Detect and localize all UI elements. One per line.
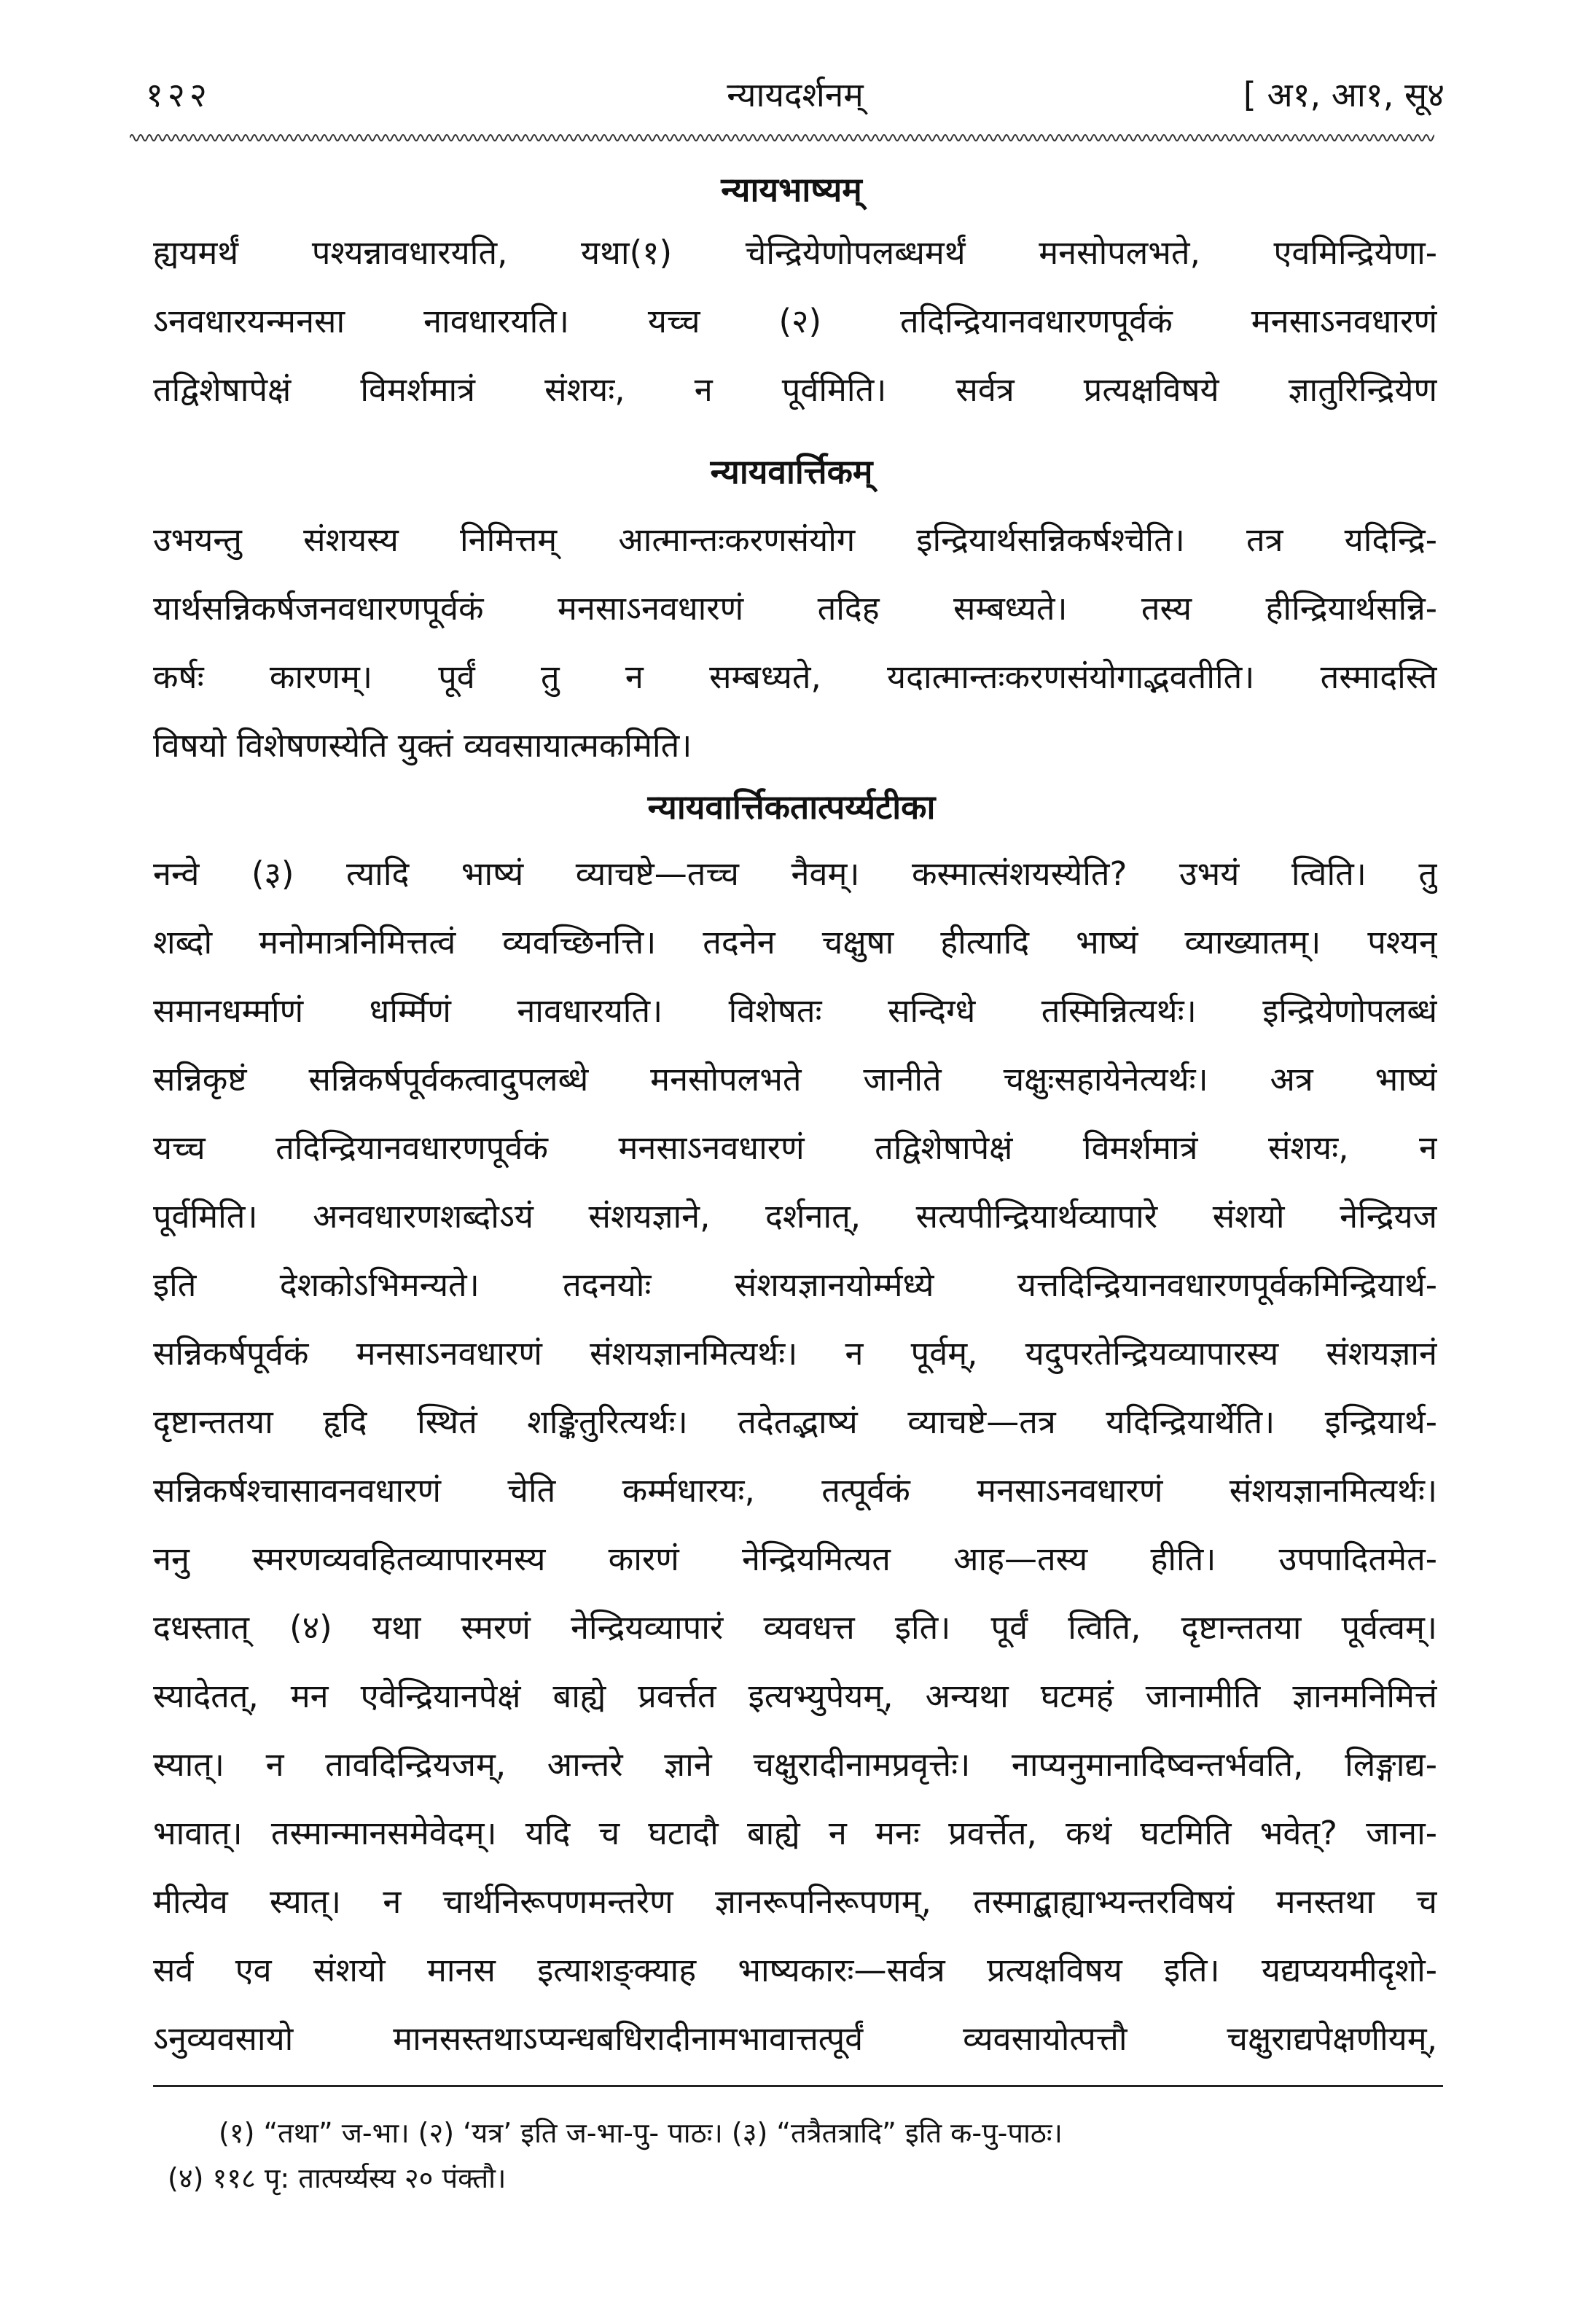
- text-line: शब्दो मनोमात्रनिमित्तत्वं व्यवच्छिनत्ति। तदनेन चक्षुषा हीत्यादि भाष्यं व्याख्यातम्। पश्यन्: [153, 923, 1437, 962]
- text-line: स्यादेतत्, मन एवेन्द्रियानपेक्षं बाह्ये प्रवर्त्तत इत्यभ्युपेयम्, अन्यथा घटमहं जानामीति ज्ञानमनिमित्तं: [153, 1677, 1437, 1715]
- header-wavy-rule: [130, 130, 1434, 146]
- text-line: दधस्तात् (४) यथा स्मरणं नेन्द्रियव्यापारं व्यवधत्त इति। पूर्वं त्विति, दृष्टान्ततया पूर्वत्वम्।: [153, 1608, 1437, 1647]
- text-line: स्यात्। न तावदिन्द्रियजम्, आन्तरे ज्ञाने चक्षुरादीनामप्रवृत्तेः। नाप्यनुमानादिष्वन्तर्भवति, लिङ्गाद्य-: [153, 1745, 1437, 1784]
- text-line: यच्च तदिन्द्रियानवधारणपूर्वकं मनसाऽनवधारणं तद्विशेषापेक्षं विमर्शमात्रं संशयः, न: [153, 1128, 1437, 1167]
- text-line: सन्निकर्षश्चासावनवधारणं चेति कर्म्मधारयः, तत्पूर्वकं मनसाऽनवधारणं संशयज्ञानमित्यर्थः।: [153, 1471, 1437, 1510]
- text-line: ह्ययमर्थं पश्यन्नावधारयति, यथा(१) चेन्द्रियेणोपलब्धमर्थं मनसोपलभते, एवमिन्द्रियेणा-: [153, 233, 1437, 272]
- section-reference: [ अ१, आ१, सू४: [1243, 75, 1445, 114]
- footnote-line: (१) “तथा” ज-भा। (२) ‘यत्र’ इति ज-भा-पु- पाठः। (३) “तत्रैतत्रादि” इति क-पु-पाठः।: [219, 2117, 1063, 2149]
- vartika-text: [153, 506, 1437, 780]
- text-line: विषयो विशेषणस्येति युक्तं व्यवसायात्मकमिति।: [153, 726, 692, 765]
- tika-text: [153, 840, 1437, 2073]
- text-line: इति देशकोऽभिमन्यते। तदनयोः संशयज्ञानयोर्म्मध्ये यत्तदिन्द्रियानवधारणपूर्वकमिन्द्रियार्थ-: [153, 1266, 1437, 1304]
- footnote-divider: [153, 2085, 1443, 2087]
- page-number: १२२: [146, 75, 211, 114]
- running-title: न्यायदर्शनम्: [727, 75, 864, 114]
- text-line: भावात्। तस्मान्मानसमेवेदम्। यदि च घटादौ बाह्ये न मनः प्रवर्त्तेत, कथं घटमिति भवेत्? जाना-: [153, 1814, 1437, 1852]
- text-line: ऽनवधारयन्मनसा नावधारयति। यच्च (२) तदिन्द्रियानवधारणपूर्वकं मनसाऽनवधारणं: [153, 302, 1437, 340]
- section-heading-vartika: न्यायवार्त्तिकम्: [710, 452, 873, 491]
- text-line: यार्थसन्निकर्षजनवधारणपूर्वकं मनसाऽनवधारणं तदिह सम्बध्यते। तस्य हीन्द्रियार्थसन्नि-: [153, 589, 1437, 628]
- text-line: समानधर्म्माणं धर्म्मिणं नावधारयति। विशेषतः सन्दिग्धे तस्मिन्नित्यर्थः। इन्द्रियेणोपलब्धं: [153, 991, 1437, 1030]
- bhashya-text: [153, 219, 1437, 424]
- text-line: ऽनुव्यवसायो मानसस्तथाऽप्यन्धबधिरादीनामभावात्तत्पूर्वं व्यवसायोत्पत्तौ चक्षुराद्यपेक्षणीयम्,: [153, 2019, 1437, 2058]
- text-line: सन्निकर्षपूर्वकं मनसाऽनवधारणं संशयज्ञानमित्यर्थः। न पूर्वम्, यदुपरतेन्द्रियव्यापारस्य संशयज्ञानं: [153, 1334, 1437, 1373]
- text-line: ननु स्मरणव्यवहितव्यापारमस्य कारणं नेन्द्रियमित्यत आह—तस्य हीति। उपपादितमेत-: [153, 1540, 1437, 1578]
- text-line: मीत्येव स्यात्। न चार्थनिरूपणमन्तरेण ज्ञानरूपनिरूपणम्, तस्माद्बाह्याभ्यन्तरविषयं मनस्तथा च: [153, 1882, 1437, 1921]
- text-line: पूर्वमिति। अनवधारणशब्दोऽयं संशयज्ञाने, दर्शनात्, सत्यपीन्द्रियार्थव्यापारे संशयो नेन्द्रियज: [153, 1197, 1437, 1236]
- page-header: [146, 71, 1445, 122]
- text-line: दृष्टान्ततया हृदि स्थितं शङ्कितुरित्यर्थः। तदेतद्भाष्यं व्याचष्टे—तत्र यदिन्द्रियार्थेति। इन्द्रियार्थ-: [153, 1403, 1437, 1441]
- text-line: सन्निकृष्टं सन्निकर्षपूर्वकत्वादुपलब्धे मनसोपलभते जानीते चक्षुःसहायेनेत्यर्थः। अत्र भाष्यं: [153, 1060, 1437, 1099]
- footnote-line: (४) ११८ पृ: तात्पर्य्यस्य २० पंक्तौ।: [168, 2162, 507, 2194]
- section-heading-bhashya: न्यायभाष्यम्: [721, 170, 862, 209]
- footnotes: [168, 2110, 1430, 2201]
- text-line: कर्षः कारणम्। पूर्वं तु न सम्बध्यते, यदात्मान्तःकरणसंयोगाद्भवतीति। तस्मादस्ति: [153, 658, 1437, 696]
- text-line: तद्विशेषापेक्षं विमर्शमात्रं संशयः, न पूर्वमिति। सर्वत्र प्रत्यक्षविषये ज्ञातुरिन्द्रियेण: [153, 370, 1437, 409]
- section-heading-tika: न्यायवार्त्तिकतात्पर्य्यटीका: [647, 787, 936, 827]
- text-line: नन्वे (३) त्यादि भाष्यं व्याचष्टे—तच्च नैवम्। कस्मात्संशयस्येति? उभयं त्विति। तु: [153, 854, 1437, 893]
- text-line: सर्व एव संशयो मानस इत्याशङ्क्याह भाष्यकारः—सर्वत्र प्रत्यक्षविषय इति। यद्यप्ययमीदृशो-: [153, 1951, 1437, 1989]
- text-line: उभयन्तु संशयस्य निमित्तम् आत्मान्तःकरणसंयोग इन्द्रियार्थसन्निकर्षश्चेति। तत्र यदिन्द्रि-: [153, 520, 1437, 559]
